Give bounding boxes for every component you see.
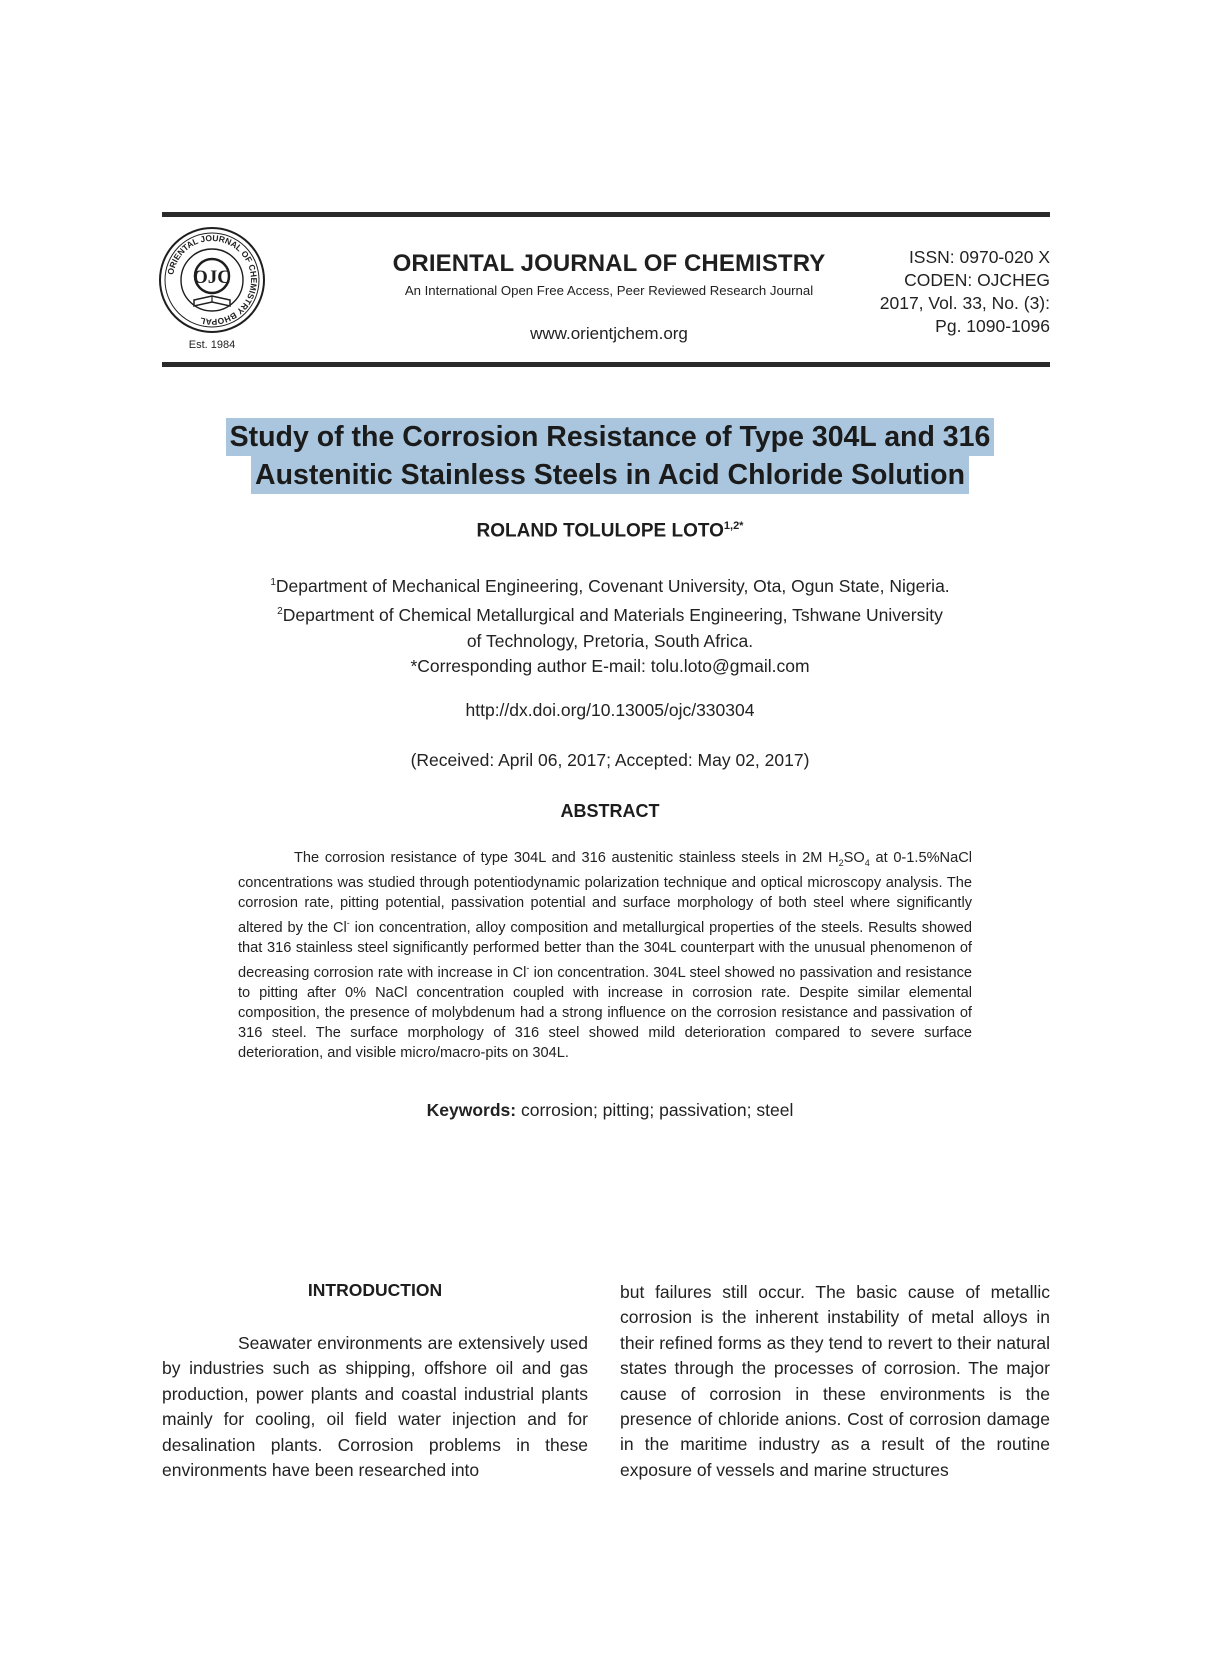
abstract-part: ion concentration, alloy composition and metallurgical properties of the steels. Results showed that 316 stainless steel significantly performed better than the 304L counterpart with the unusual phenomenon of decreasing corrosion rate with increase in Cl (238, 920, 972, 982)
journal-subtitle: An International Open Free Access, Peer Reviewed Research Journal (404, 283, 814, 298)
abstract-subscript: 4 (864, 857, 870, 868)
header-top-rule (162, 212, 1050, 217)
received-dates: (Received: April 06, 2017; Accepted: May 02, 2017) (410, 750, 810, 770)
abstract-part: The corrosion resistance of type 304L and 316 austenitic stainless steels in 2M H (294, 850, 839, 866)
logo-established: Est. 1984 (188, 339, 236, 351)
abstract-subscript: 2 (838, 857, 844, 868)
issn-line: ISSN: 0970-020 X (908, 247, 1050, 267)
journal-logo (158, 226, 266, 354)
affiliation-2 (110, 599, 1110, 628)
introduction-left-column (162, 1331, 588, 1483)
svg-text:ORIENTAL JOURNAL OF CHEMISTRY: ORIENTAL JOURNAL OF CHEMISTRY BHOPAL (165, 232, 260, 328)
affiliation-1 (110, 570, 1110, 599)
abstract-superscript: - (346, 918, 350, 929)
keywords-line (110, 1100, 1110, 1121)
introduction-heading: INTRODUCTION (307, 1280, 443, 1300)
abstract-heading: ABSTRACT (560, 801, 660, 821)
affiliation-1-text: Department of Mechanical Engineering, Covenant University, Ota, Ogun State, Nigeria. (275, 575, 950, 596)
article-author (110, 520, 1110, 542)
abstract-superscript: - (526, 963, 530, 974)
introduction-left-text: Seawater environments are extensively used by industries such as shipping, offshore oil and gas production, power plants and coastal industrial plants mainly for cooling, oil field water injection and for desalination plants. Corrosion problems in these environments have been researched into (162, 1333, 588, 1481)
coden-line: CODEN: OJCHEG (904, 270, 1050, 290)
affiliation-2-continued: of Technology, Pretoria, South Africa. (466, 630, 754, 651)
introduction-right-column: but failures still occur. The basic cause of metallic corrosion is the inherent instability of metal alloys in their refined forms as they tend to revert to their natural states through the processes of corrosion. The major cause of corrosion in these environments is the presence of chloride anions. Cost of corrosion damage in the maritime industry as a result of the routine exposure of vessels and marine structures (620, 1282, 1050, 1480)
journal-seal-icon (158, 226, 266, 334)
affiliation-1-marker: 1 (270, 577, 276, 588)
svg-text:OJC: OJC (193, 267, 231, 288)
affiliation-2-marker: 2 (277, 606, 283, 618)
keywords-label: Keywords: (426, 1100, 517, 1120)
author-affiliation-marker: 1,2* (723, 520, 744, 532)
journal-meta (880, 246, 1050, 338)
keywords-list: corrosion; pitting; passivation; steel (516, 1100, 794, 1120)
journal-url-link[interactable]: www.orientjchem.org (530, 324, 688, 343)
article-title[interactable] (110, 418, 1110, 494)
abstract-part: at 0-1.5%NaCl concentrations was studied through potentiodynamic polarization technique and optical microscopy analysis. The corrosion rate, pitting potential, passivation potential and surface morphology of both steel where significantly altered by the Cl (238, 850, 972, 937)
author-name: ROLAND TOLULOPE LOTO (476, 520, 724, 542)
corresponding-author: *Corresponding author E-mail: tolu.loto@gmail.com (410, 656, 810, 677)
affiliation-2-text: Department of Chemical Metallurgical and Materials Engineering, Tshwane University (282, 605, 943, 626)
abstract-text (238, 848, 972, 1064)
volume-line: 2017, Vol. 33, No. (3): (879, 293, 1050, 313)
affiliations (110, 570, 1110, 680)
article-title-line-1[interactable]: Study of the Corrosion Resistance of Type 304L and 316 (226, 418, 995, 456)
abstract-part: ion concentration. 304L steel showed no passivation and resistance to pitting after 0% NaCl concentration coupled with increase in corrosion rate. Despite similar elemental composition, the presence of molybdenum had a strong influence on the corrosion resistance and passivation of 316 steel. The surface morphology of 316 steel showed mild deterioration compared to severe surface deterioration, and visible micro/macro-pits on 304L. (238, 965, 972, 1062)
journal-title: ORIENTAL JOURNAL OF CHEMISTRY (392, 250, 826, 277)
abstract-part: SO (843, 850, 865, 866)
header-bottom-rule (162, 362, 1050, 367)
article-title-line-2[interactable]: Austenitic Stainless Steels in Acid Chloride Solution (251, 456, 969, 494)
doi-link[interactable]: http://dx.doi.org/10.13005/ojc/330304 (465, 700, 755, 720)
pages-line: Pg. 1090-1096 (935, 316, 1050, 336)
